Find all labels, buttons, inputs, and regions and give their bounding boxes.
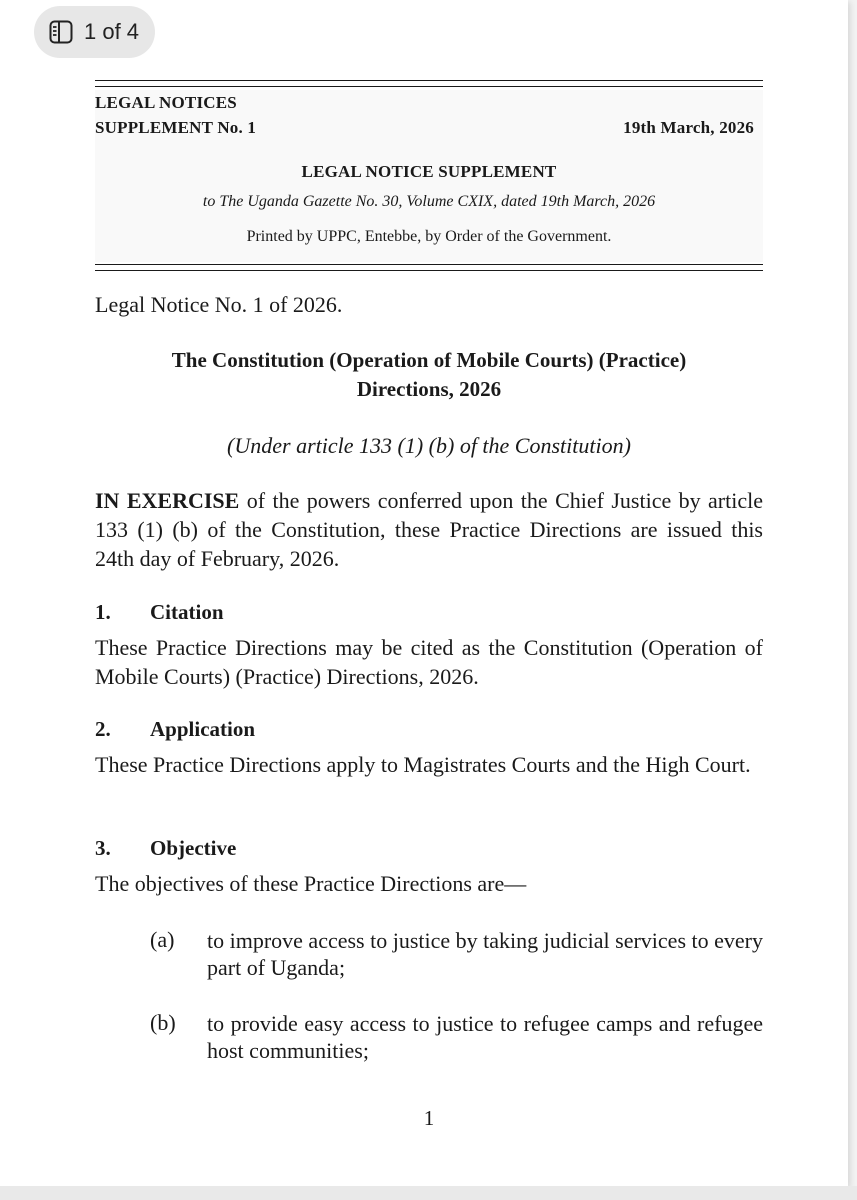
section-3-number: 3.: [95, 836, 111, 860]
preamble-lead: IN EXERCISE: [95, 488, 240, 513]
section-3-title: Objective: [150, 836, 237, 860]
notice-authority: (Under article 133 (1) (b) of the Constitution): [227, 433, 631, 458]
notice-title-line1: The Constitution (Operation of Mobile Courts) (Practice): [171, 348, 687, 372]
objective-item-b-label: (b): [150, 1010, 176, 1035]
section-2-title: Application: [150, 717, 256, 741]
section-2-text: These Practice Directions apply to Magistrates Courts and the High Court.: [95, 752, 751, 777]
section-1-text: These Practice Directions may be cited as the Constitution (Operation of Mobile Courts) (Practice) Directions, 2026.: [95, 635, 763, 689]
page-number: 1: [423, 1106, 435, 1130]
printer-line: Printed by UPPC, Entebbe, by Order of the Government.: [246, 228, 612, 245]
legal-notice-number: Legal Notice No. 1 of 2026.: [95, 292, 343, 317]
objective-item-a-text: to improve access to justice by taking judicial services to every part of Uganda;: [207, 928, 763, 980]
page-indicator[interactable]: [34, 6, 155, 58]
viewer-bottom-edge: [0, 1186, 857, 1200]
header-supplement-number: SUPPLEMENT No. 1: [95, 118, 257, 137]
bottom-rule-2: [95, 270, 763, 271]
page-indicator-label: 1 of 4: [84, 19, 140, 44]
section-1-number: 1.: [95, 600, 111, 624]
section-2-number: 2.: [95, 717, 111, 741]
section-1-title: Citation: [150, 600, 224, 624]
book-pages-icon: [48, 19, 74, 45]
header-date: 19th March, 2026: [623, 118, 754, 137]
top-rule-2: [95, 86, 763, 87]
header-legal-notices: LEGAL NOTICES: [95, 93, 237, 112]
section-3-text: The objectives of these Practice Directions are—: [95, 871, 527, 896]
bottom-rule-1: [95, 264, 763, 265]
notice-title-line2: Directions, 2026: [356, 377, 502, 401]
preamble-text: of the powers conferred upon the Chief Justice by article 133 (1) (b) of the Constitution, these Practice Directions are issued this 24th day of February, 2026.: [95, 488, 763, 571]
objective-item-a-label: (a): [150, 927, 175, 952]
gazette-reference: to The Uganda Gazette No. 30, Volume CXIX, dated 19th March, 2026: [202, 193, 656, 210]
top-rule-1: [95, 80, 763, 81]
supplement-title: LEGAL NOTICE SUPPLEMENT: [301, 162, 557, 181]
preamble-paragraph: [95, 486, 763, 573]
objective-item-b-text: to provide easy access to justice to refugee camps and refugee host communities;: [207, 1011, 763, 1063]
